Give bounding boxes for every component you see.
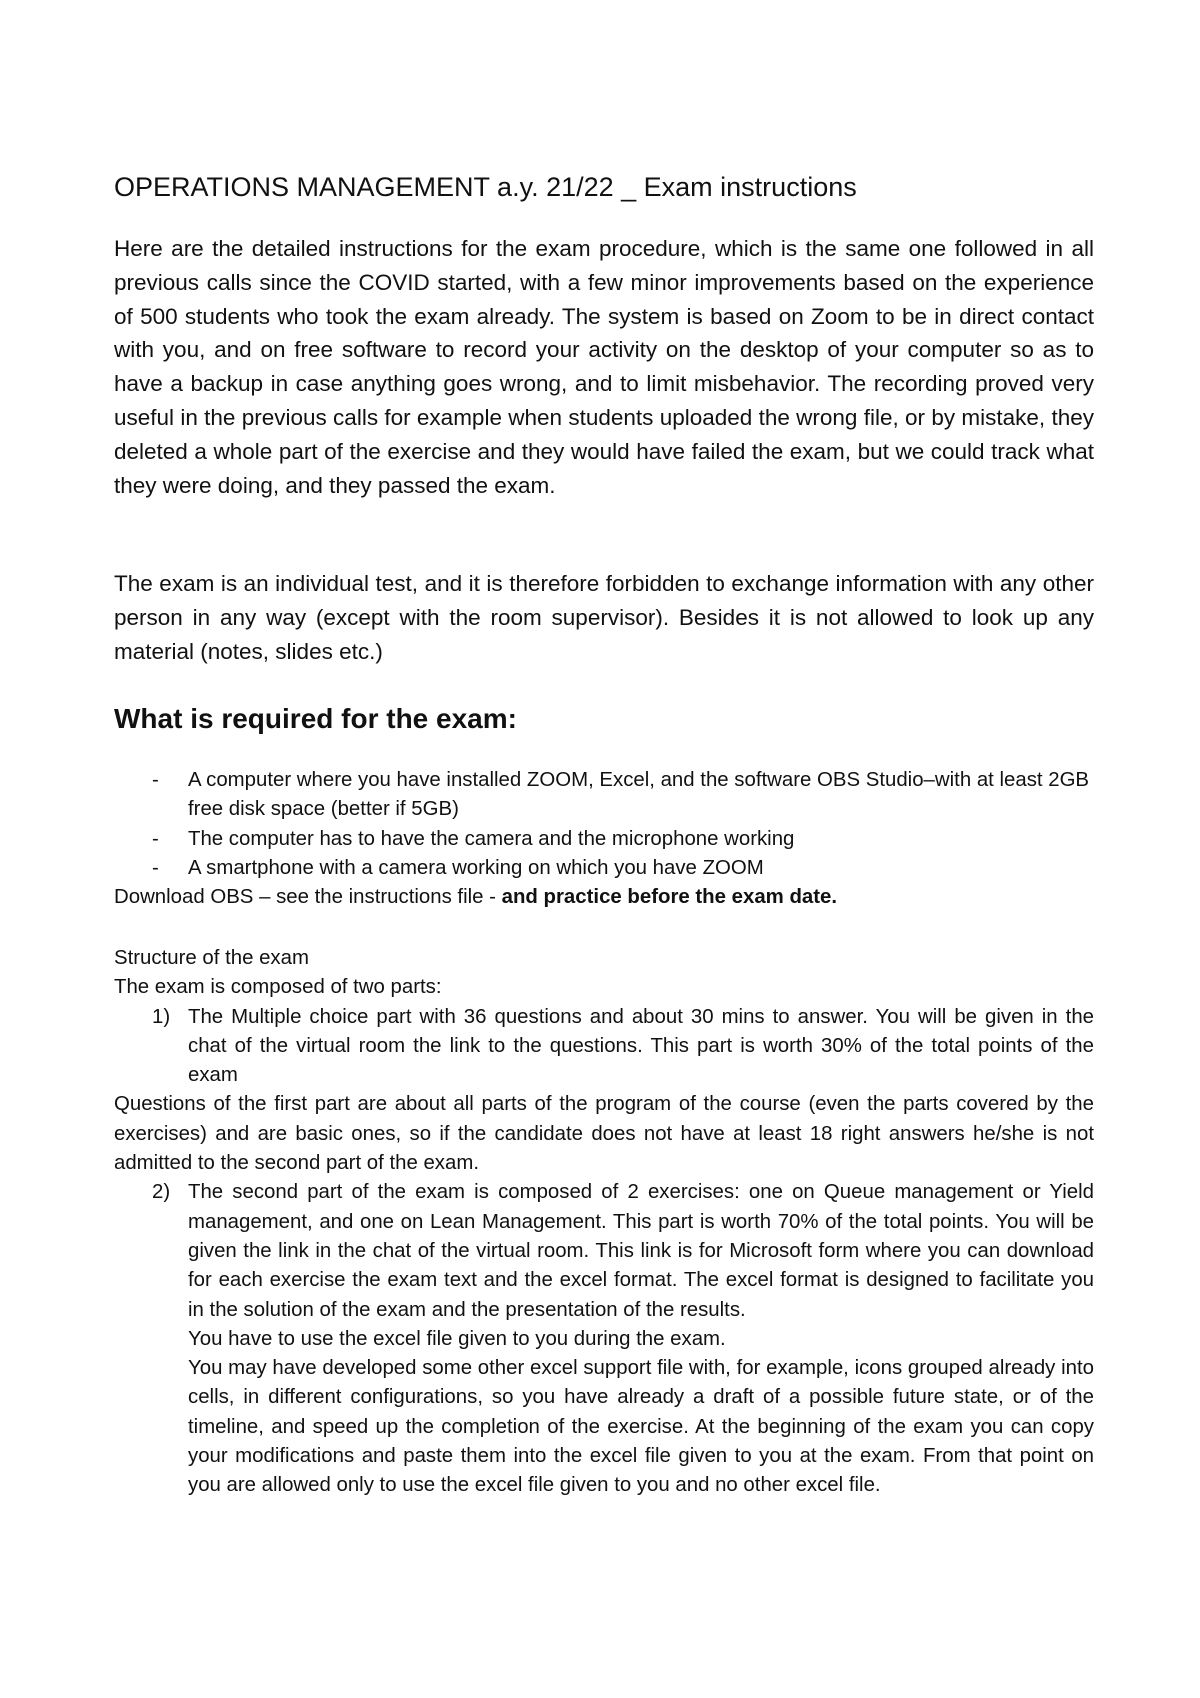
individual-test-paragraph: The exam is an individual test, and it is therefore forbidden to exchange information with any other person in any way (except with the room supervisor). Besides it is not allowed to look up any material (notes, slides etc.) bbox=[114, 571, 1094, 664]
document-title: OPERATIONS MANAGEMENT a.y. 21/22 _ Exam instructions bbox=[114, 172, 857, 202]
dash-marker: - bbox=[152, 827, 159, 850]
requirement-item bbox=[114, 766, 1094, 825]
part-one-number: 1) bbox=[152, 1005, 171, 1028]
requirement-item bbox=[114, 854, 1094, 883]
part-two-number: 2) bbox=[152, 1181, 171, 1204]
download-obs-text: Download OBS – see the instructions file - bbox=[114, 886, 502, 908]
part-two-support-note: You may have developed some other excel support file with, for example, icons grouped already into cells, in different configurations, so you have already a draft of a possible future state, or of the timeline, and speed up the completion of the exercise. At the beginning of the exam you can copy your modifications and paste them into the excel file given to you at the exam. From that point on you are allowed only to use the excel file given to you and no other excel file. bbox=[188, 1357, 1094, 1497]
dash-marker: - bbox=[152, 856, 159, 879]
questions-note: Questions of the first part are about all parts of the program of the course (even the parts covered by the exercises) and are basic ones, so if the candidate does not have at least 18 right answers he/she is not admitted to the second part of the exam. bbox=[114, 1093, 1094, 1175]
intro-paragraph: Here are the detailed instructions for the exam procedure, which is the same one followed in all previous calls since the COVID started, with a few minor improvements based on the experience of 500 students who took the exam already. The system is based on Zoom to be in direct contact with you, and on free software to record your activity on the desktop of your computer so as to have a backup in case anything goes wrong, and to limit misbehavior. The recording proved very useful in the previous calls for example when students uploaded the wrong file, or by mistake, they deleted a whole part of the exercise and they would have failed the exam, but we could track what they were doing, and they passed the exam. bbox=[114, 236, 1094, 498]
dash-marker: - bbox=[152, 769, 159, 791]
part-two-excel-note: You have to use the excel file given to you during the exam. bbox=[188, 1327, 726, 1350]
composed-line: The exam is composed of two parts: bbox=[114, 976, 442, 999]
requirement-text: The computer has to have the camera and the microphone working bbox=[188, 827, 795, 850]
download-obs-line bbox=[114, 883, 837, 912]
requirement-item bbox=[114, 825, 1094, 854]
exam-structure-section bbox=[114, 944, 1094, 1501]
requirement-text: A smartphone with a camera working on which you have ZOOM bbox=[188, 856, 764, 879]
practice-note: and practice before the exam date. bbox=[501, 886, 838, 908]
requirements-heading: What is required for the exam: bbox=[114, 703, 517, 734]
part-two-item bbox=[114, 1178, 1094, 1500]
part-one-text: The Multiple choice part with 36 questions and about 30 mins to answer. You will be given in the chat of the virtual room the link to the questions. This part is worth 30% of the total points of the exam bbox=[188, 1005, 1094, 1087]
structure-heading: Structure of the exam bbox=[114, 947, 309, 969]
requirements-list bbox=[114, 766, 1094, 883]
part-two-text: The second part of the exam is composed of 2 exercises: one on Queue management or Yield management, and one on Lean Management. This part is worth 70% of the total points. You will be given the link in the chat of the virtual room. This link is for Microsoft form where you can download for each exercise the exam text and the excel format. The excel format is designed to facilitate you in the solution of the exam and the presentation of the results. bbox=[188, 1181, 1094, 1321]
part-one-item bbox=[114, 1003, 1094, 1091]
requirement-text: A computer where you have installed ZOOM, Excel, and the software OBS Studio–with at least 2GB free disk space (better if 5GB) bbox=[188, 769, 1090, 821]
